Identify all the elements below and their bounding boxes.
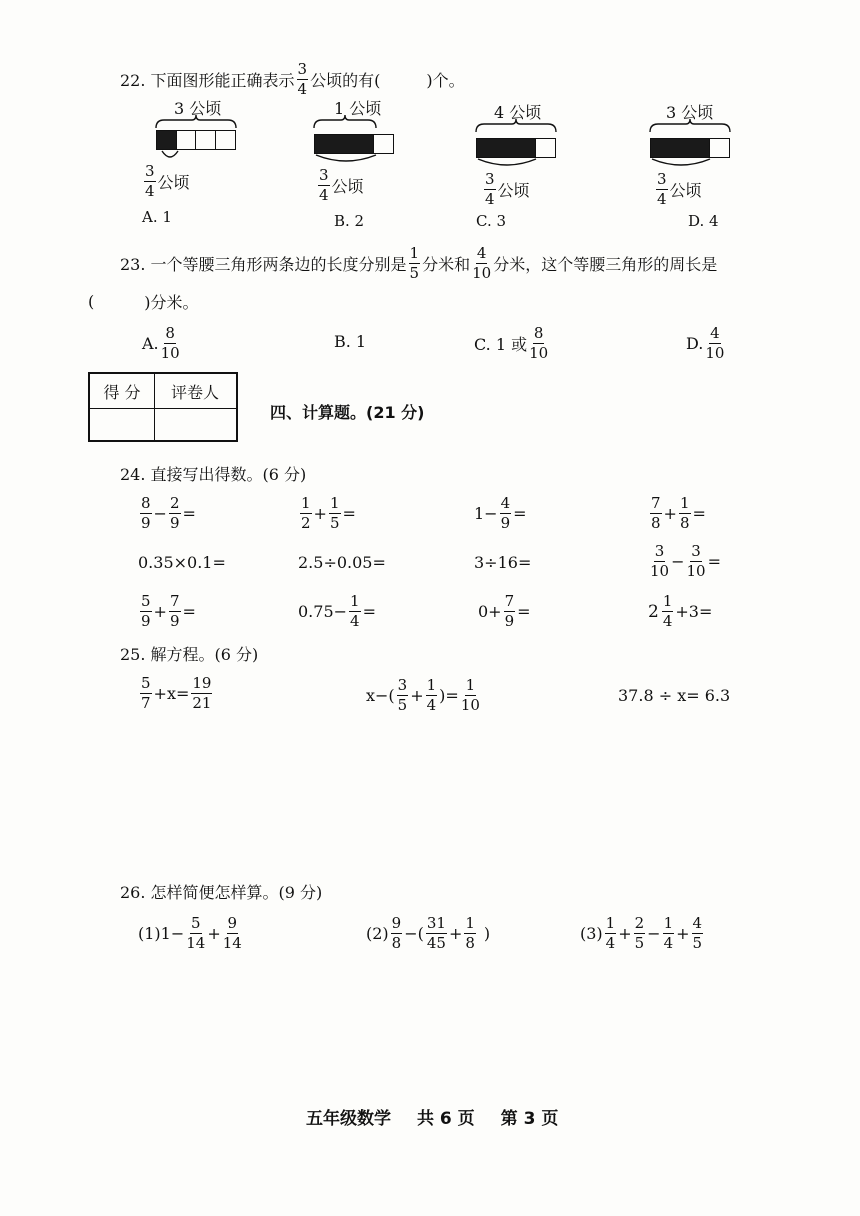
area-bar	[156, 130, 236, 150]
q24-item: $\frac{1}{2}$ + $\frac{1}{5}$ =	[301, 494, 356, 532]
equation: $\frac{5}{7}$ +x= $\frac{19}{21}$	[141, 674, 212, 712]
section-title: 四、计算题。(21 分)	[270, 403, 425, 422]
option-d[interactable]: D. 4	[688, 212, 719, 230]
q25-heading: 25. 解方程。(6 分)	[120, 645, 259, 664]
fraction: $\frac{4}{10}$	[472, 244, 492, 282]
page-footer	[306, 1104, 584, 1129]
option-b[interactable]: B. 2	[334, 212, 365, 230]
area-bar	[314, 134, 394, 154]
q24-item: 0.35×0.1=	[138, 553, 226, 572]
footer-total: 共 6 页	[417, 1109, 475, 1129]
score-box: 得 分 评卷人	[88, 372, 238, 442]
brace-icon	[160, 150, 180, 164]
q24-heading: 24. 直接写出得数。(6 分)	[120, 465, 307, 484]
q23-option-a[interactable]: A. $\frac{8}{10}$	[142, 324, 180, 362]
q24-item: $\frac{5}{9}$ + $\frac{7}{9}$ =	[141, 592, 196, 630]
q24-item: $\frac{7}{8}$ + $\frac{1}{8}$ =	[651, 494, 706, 532]
fraction: $\frac{1}{5}$	[409, 244, 420, 282]
equation: x−( $\frac{3}{5}$ + $\frac{1}{4}$ )= $\frac{1}{10}$	[366, 676, 480, 714]
diagram-caption: $\frac{3}{4}$ 公顷	[145, 162, 190, 200]
area-bar	[476, 138, 556, 158]
q24-item: 3÷16=	[474, 553, 532, 572]
q24-item: 2 $\frac{1}{4}$ +3=	[648, 592, 713, 630]
diagram-caption: $\frac{3}{4}$ 公顷	[319, 166, 364, 204]
diagram-caption: $\frac{3}{4}$ 公顷	[657, 170, 702, 208]
q23-stem-line2: ( )分米。	[88, 292, 199, 312]
area-bar	[650, 138, 730, 158]
fraction: $\frac{3}{4}$	[297, 60, 308, 98]
q23-option-d[interactable]: D. $\frac{4}{10}$	[686, 324, 725, 362]
q24-item: 2.5÷0.05=	[298, 553, 386, 572]
footer-page: 第 3 页	[500, 1109, 559, 1129]
brace-icon	[648, 118, 732, 134]
calc-problem: (1)1− $\frac{5}{14}$ + $\frac{9}{14}$	[138, 914, 242, 952]
q24-item: $\frac{3}{10}$ − $\frac{3}{10}$ =	[650, 542, 721, 580]
calc-problem: (3) $\frac{1}{4}$ + $\frac{2}{5}$ − $\frac{1}{4}$ + $\frac{4}{5}$	[580, 914, 703, 952]
brace-icon	[312, 114, 378, 130]
brace-icon	[154, 114, 238, 130]
footer-subject: 五年级数学	[306, 1109, 391, 1129]
equation: 37.8 ÷ x= 6.3	[618, 686, 731, 705]
q24-item: 0+ $\frac{7}{9}$ =	[478, 592, 531, 630]
q22-stem: 22. 下面图形能正确表示 $\frac{3}{4}$ 公顷的有( )个。	[120, 60, 465, 98]
q23-option-c[interactable]: C. 1 或 $\frac{8}{10}$	[474, 324, 549, 362]
calc-problem: (2) $\frac{9}{8}$ −( $\frac{31}{45}$ + $\frac{1}{8}$ )	[366, 914, 491, 952]
q23-stem: 23. 一个等腰三角形两条边的长度分别是 $\frac{1}{5}$ 分米和 $\frac{4}{10}$ 分米，这个等腰三角形的周长是	[120, 244, 718, 282]
q24-item: $\frac{8}{9}$ − $\frac{2}{9}$ =	[141, 494, 196, 532]
brace-icon	[474, 118, 558, 134]
q26-heading: 26. 怎样简便怎样算。(9 分)	[120, 883, 323, 902]
q24-item: 0.75− $\frac{1}{4}$ =	[298, 592, 376, 630]
option-c[interactable]: C. 3	[476, 212, 507, 230]
q23-option-b[interactable]: B. 1	[334, 332, 367, 351]
q24-item: 1− $\frac{4}{9}$ =	[474, 494, 527, 532]
diagram-caption: $\frac{3}{4}$ 公顷	[485, 170, 530, 208]
option-a[interactable]: A. 1	[142, 208, 172, 226]
